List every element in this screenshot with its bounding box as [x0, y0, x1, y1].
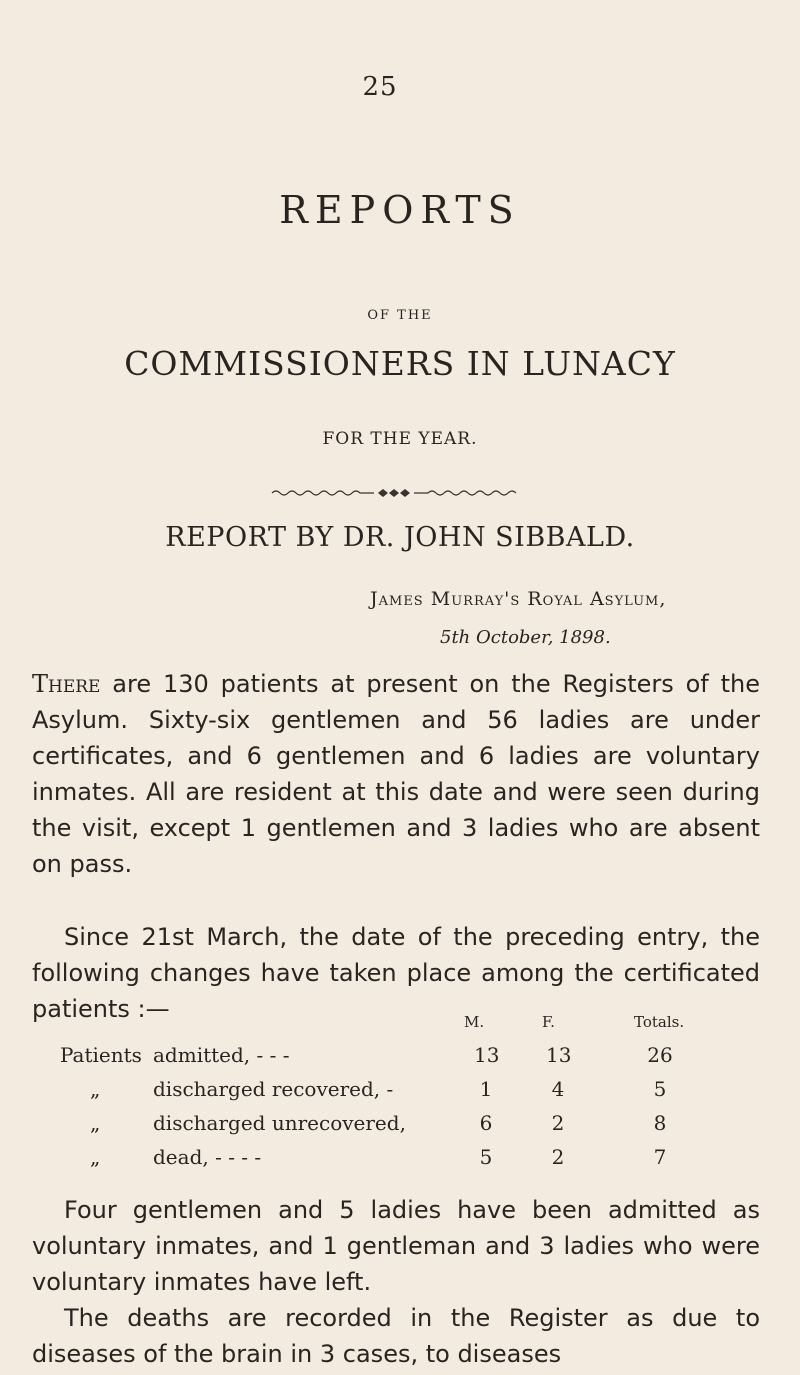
report-date: 5th October, 1898. [440, 627, 611, 648]
table-row [60, 1077, 760, 1107]
table-row [60, 1043, 760, 1073]
header-totals: Totals. [634, 1013, 685, 1031]
paragraph-2: Since 21st March, the date of the preceding entry, the following changes have taken place among the certificated patients :— [32, 923, 760, 1023]
ornamental-divider-icon [270, 486, 520, 500]
paragraph-1-text: are 130 patients at present on the Registers of the Asylum. Sixty-six gentlemen and 56 ladies are under certificates, and 6 gentlemen and 6 ladies are voluntary inmates. All are resident at this date and were seen during the visit, except 1 gentlemen and 3 ladies who are absent on pass. [32, 670, 760, 878]
table-row [60, 1111, 760, 1141]
subtitle: COMMISSIONERS IN LUNACY [124, 344, 676, 383]
row-total-value: 8 [653, 1111, 667, 1135]
header-female: F. [542, 1013, 555, 1031]
page-number: 25 [362, 72, 398, 102]
row-male-value: 5 [479, 1145, 493, 1169]
paragraph-1 [32, 666, 760, 882]
row-label: admitted, - - - [153, 1043, 290, 1067]
row-total-value: 26 [647, 1043, 673, 1067]
row-label: discharged recovered, - [153, 1077, 394, 1101]
paragraph-1-lead: There [32, 670, 101, 698]
table-row [60, 1145, 760, 1175]
of-the-line: OF THE [367, 308, 433, 323]
header-male: M. [464, 1013, 485, 1031]
row-label: discharged unrecovered, [153, 1111, 406, 1135]
row-female-value: 2 [551, 1145, 565, 1169]
row-prefix: Patients [60, 1043, 142, 1067]
main-title: REPORTS [279, 188, 521, 232]
asylum-location: James Murray's Royal Asylum, [370, 588, 667, 610]
row-ditto-mark: „ [90, 1145, 101, 1169]
row-male-value: 1 [479, 1077, 493, 1101]
row-total-value: 7 [653, 1145, 667, 1169]
paragraph-3: Four gentlemen and 5 ladies have been admitted as voluntary inmates, and 1 gentleman and 3 ladies who were voluntary inmates have left. [32, 1196, 760, 1296]
row-female-value: 2 [551, 1111, 565, 1135]
row-male-value: 13 [474, 1043, 500, 1067]
row-ditto-mark: „ [90, 1111, 101, 1135]
row-female-value: 13 [546, 1043, 572, 1067]
row-ditto-mark: „ [90, 1077, 101, 1101]
paragraph-4: The deaths are recorded in the Register as due to diseases of the brain in 3 cases, to diseases [32, 1304, 760, 1368]
row-male-value: 6 [479, 1111, 493, 1135]
for-the-year-line: FOR THE YEAR. [322, 429, 478, 449]
row-label: dead, - - - - [153, 1145, 262, 1169]
row-total-value: 5 [653, 1077, 667, 1101]
row-female-value: 4 [551, 1077, 565, 1101]
table-header-row [60, 1013, 760, 1037]
report-heading: REPORT BY DR. JOHN SIBBALD. [165, 522, 635, 553]
